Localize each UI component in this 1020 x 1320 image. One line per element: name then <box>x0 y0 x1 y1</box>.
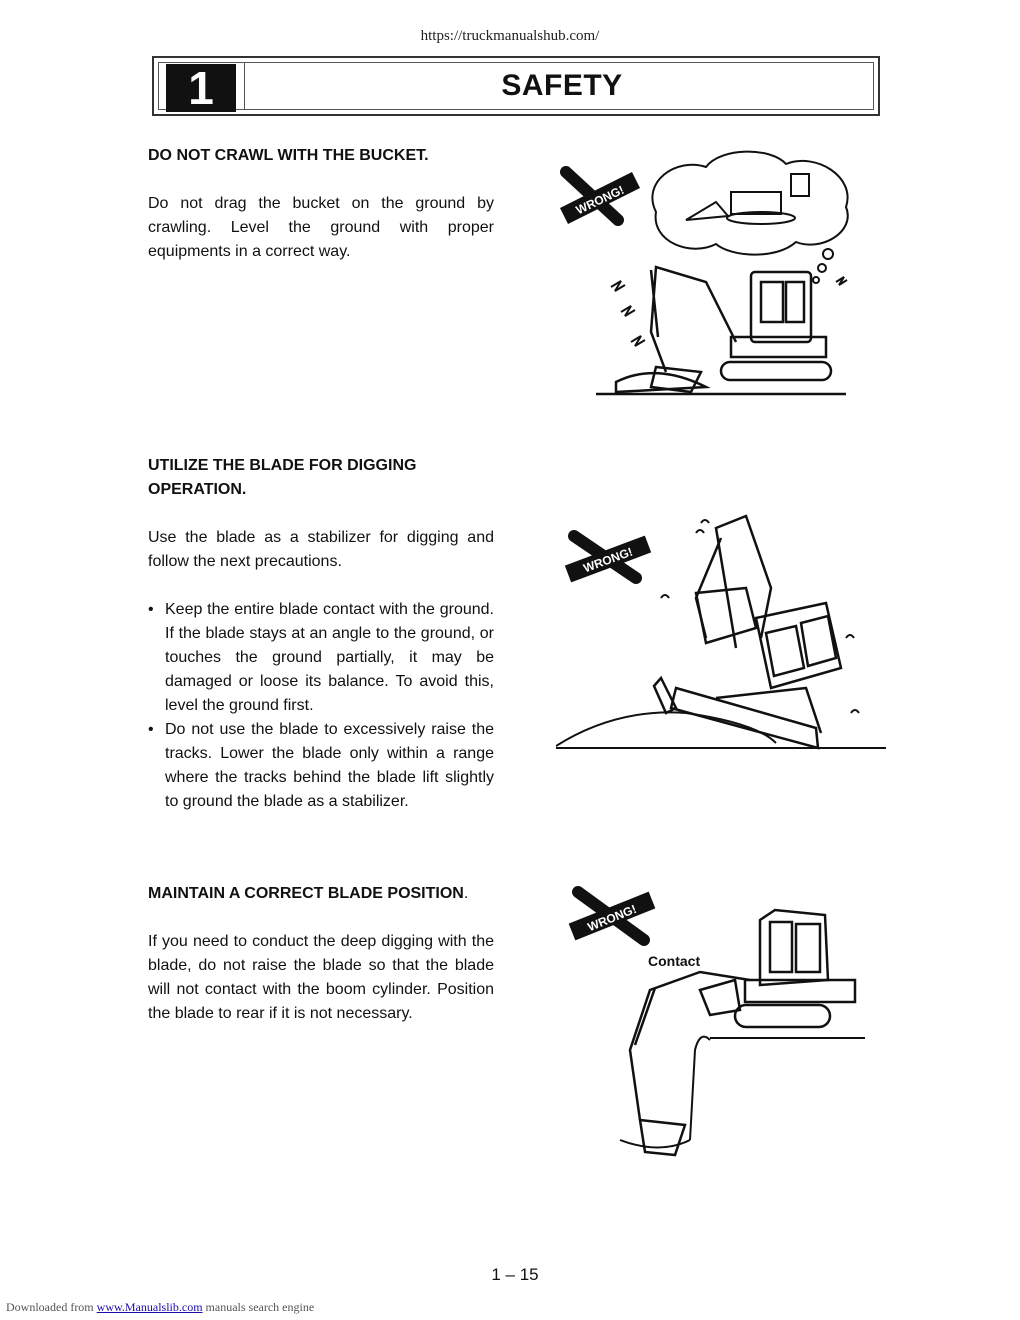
header-divider <box>244 62 245 110</box>
bullet-marker: • <box>148 601 154 618</box>
blade-precautions-list <box>148 598 494 814</box>
bullet-text: Keep the entire blade contact with the ground. If the blade stays at an angle to the ground, or touches the ground partially, it may be damaged or loose its balance. To avoid this, level the ground first. <box>165 601 494 714</box>
chapter-number: 1 <box>166 64 236 112</box>
wrong-label-1: WRONG! <box>573 182 627 218</box>
footer-prefix: Downloaded from <box>6 1300 94 1314</box>
ground-mound <box>556 712 886 748</box>
section-title: SAFETY <box>501 69 623 102</box>
wrong-stamp-1 <box>564 172 636 220</box>
section-blade-digging <box>148 454 494 814</box>
wrong-label-2: WRONG! <box>581 544 635 576</box>
blade-position-illustration <box>560 880 870 1180</box>
section-crawl-heading: DO NOT CRAWL WITH THE BUCKET. <box>148 147 429 164</box>
manualslib-link[interactable]: www.Manualslib.com <box>96 1300 203 1314</box>
chapter-header <box>152 56 880 116</box>
blade-digging-illustration <box>556 508 886 758</box>
page-number: 1 – 15 <box>491 1265 539 1284</box>
source-url: https://truckmanualshub.com/ <box>420 28 600 44</box>
download-footer <box>6 1300 314 1315</box>
excavator-crawling <box>596 267 846 394</box>
thought-cloud <box>652 152 847 283</box>
bullet-marker: • <box>148 721 154 738</box>
contact-callout: Contact <box>648 953 701 969</box>
wrong-stamp-3 <box>572 892 652 940</box>
wrong-label-3: WRONG! <box>585 901 639 935</box>
section-blade-position <box>148 882 494 1026</box>
list-item <box>148 718 494 814</box>
section-blade-position-heading <box>148 882 494 906</box>
excavation-pit <box>620 1037 865 1148</box>
section-crawl <box>148 144 494 264</box>
excavator-on-edge <box>630 910 855 1155</box>
section-blade-digging-body: Use the blade as a stabilizer for digging and follow the next precautions. <box>148 529 494 570</box>
bullet-text: Do not use the blade to excessively raise the tracks. Lower the blade only within a range where the tracks behind the blade lift slightly to ground the blade as a stabilizer. <box>165 721 494 810</box>
section-crawl-body: Do not drag the bucket on the ground by crawling. Level the ground with proper equipments in a correct way. <box>148 195 494 260</box>
heading-text: MAINTAIN A CORRECT BLADE POSITION <box>148 885 464 902</box>
wrong-stamp-2 <box>568 536 648 578</box>
crawl-bucket-illustration <box>556 142 856 402</box>
section-blade-position-body: If you need to conduct the deep digging with the blade, do not raise the blade so that the blade will not contact with the boom cylinder. Position the blade to rear if it is not necessary. <box>148 933 494 1022</box>
section-blade-digging-heading: UTILIZE THE BLADE FOR DIGGING OPERATION. <box>148 457 417 498</box>
list-item <box>148 598 494 718</box>
heading-suffix: . <box>463 885 469 902</box>
footer-suffix: manuals search engine <box>205 1300 315 1314</box>
